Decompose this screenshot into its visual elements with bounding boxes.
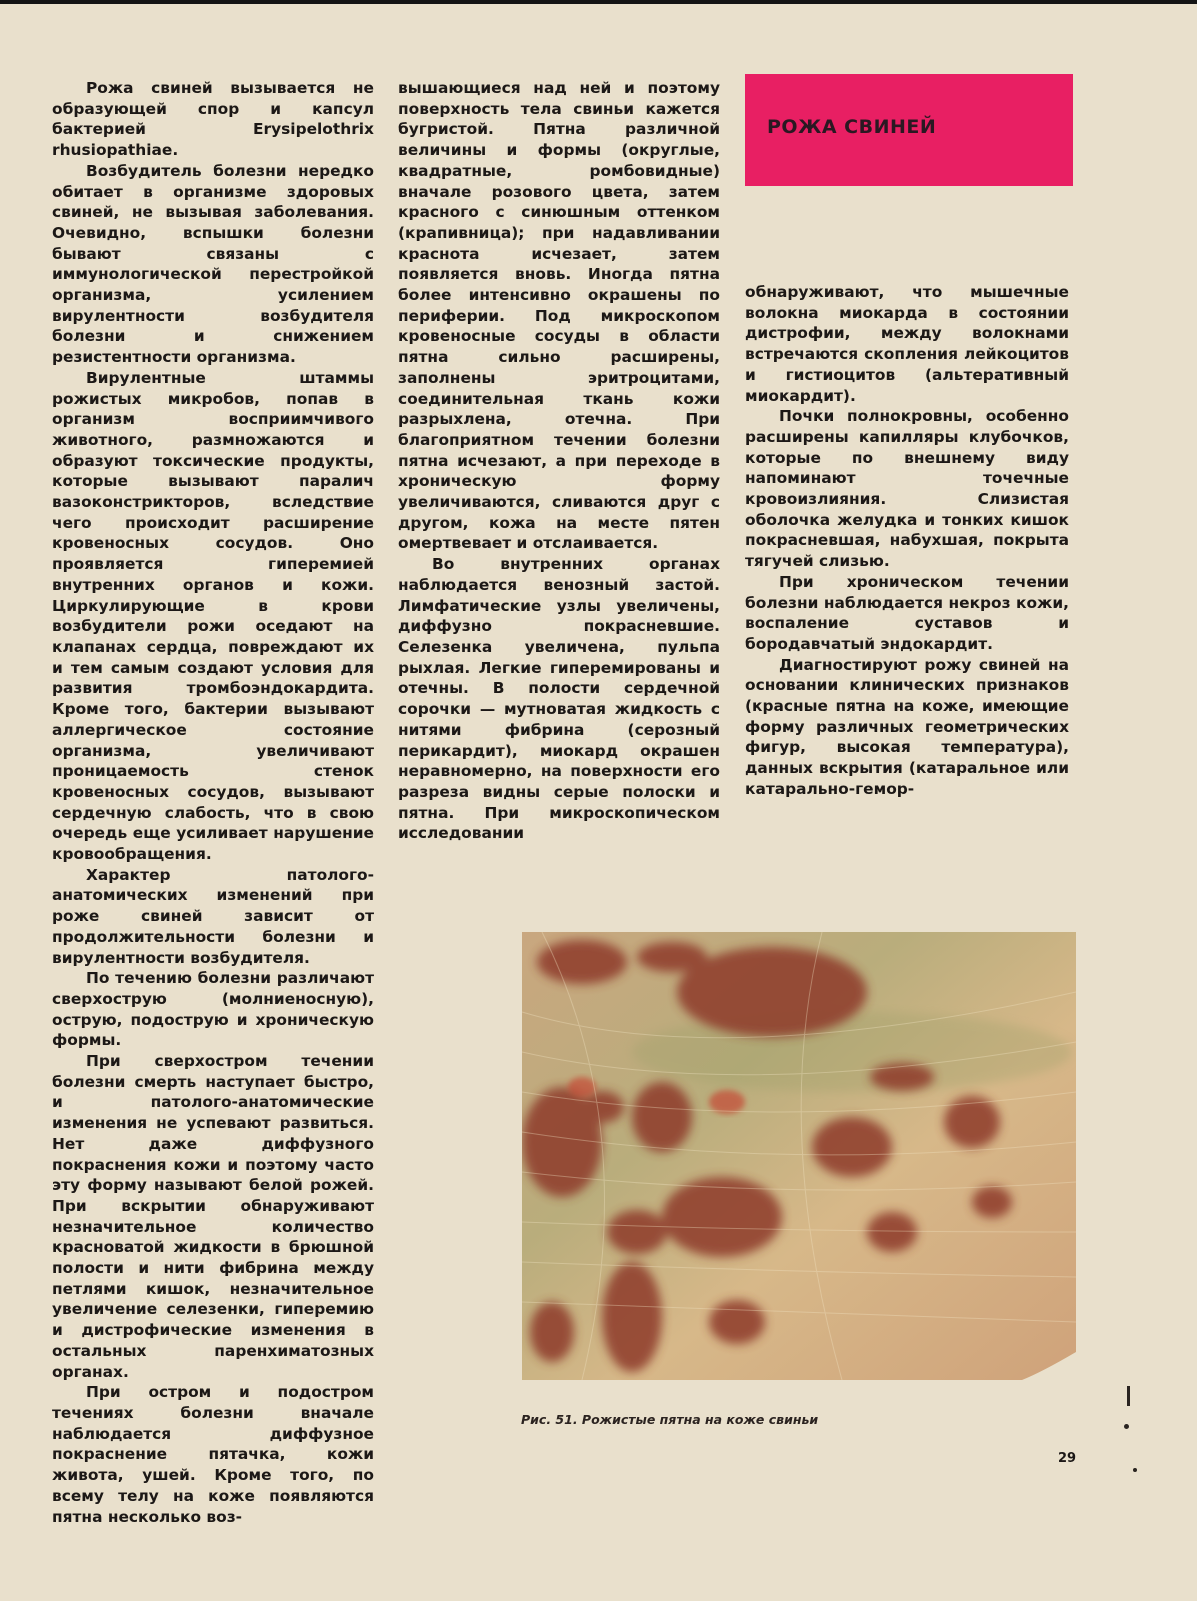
margin-speck xyxy=(1127,1386,1130,1406)
section-title-box xyxy=(745,74,1073,186)
paragraph: При сверхостром течении болезни смерть наступает быстро, и патолого-анатомические изменения не успевают развиться. Нет даже диффузного покраснения кожи и поэтому часто эту форму называют белой рожей. При вскрытии обнаруживают незначительное количество красноватой жидкости в брюшной полости и нити фибрина между петлями кишок, незначительное увеличение селезенки, гиперемию и дистрофические изменения в остальных паренхиматозных органах. xyxy=(52,1052,374,1381)
paragraph: Диагностируют рожу свиней на основании клинических признаков (красные пятна на коже, имеющие форму различных геометрических фигур, высокая температура), данных вскрытия (катаральное или катарально-гемор- xyxy=(745,655,1069,798)
paragraph: вышающиеся над ней и поэтому поверхность тела свиньи кажется бугристой. Пятна различной величины и формы (округлые, квадратные, ромбовидные) вначале розового цвета, затем красного с синюшным оттенком (крапивница); при надавливании краснота исчезает, затем появляется вновь. Иногда пятна более интенсивно окрашены по периферии. Под микроскопом кровеносные сосуды в области пятна сильно расширены, заполнены эритроцитами, соединительная ткань кожи разрыхлена, отечна. При благоприятном течении болезни пятна исчезают, а при переходе в хроническую форму увеличиваются, сливаются друг с другом, кожа на месте пятен омертвевает и отслаивается. xyxy=(398,79,720,553)
paragraph: обнаруживают, что мышечные волокна миокарда в состоянии дистрофии, между волокнами встречаются скопления лейкоцитов и гистиоцитов (альтеративный миокардит). xyxy=(745,283,1069,405)
top-edge xyxy=(0,0,1197,4)
paragraph: При хроническом течении болезни наблюдается некроз кожи, воспаление суставов и бородавчатый эндокардит. xyxy=(745,572,1069,653)
paragraph: Рожа свиней вызывается не образующей спор и капсул бактерией Erysipelothrix rhusiopathiae. xyxy=(52,79,374,160)
text-column-3 xyxy=(745,282,1069,800)
section-title: РОЖА СВИНЕЙ xyxy=(767,116,937,138)
paragraph: Во внутренних органах наблюдается венозный застой. Лимфатические узлы увеличены, диффузно покрасневшие. Селезенка увеличена, пульпа рыхлая. Легкие гиперемированы и отечны. В полости сердечной сорочки — мутноватая жидкость с нитями фибрина (серозный перикардит), миокард окрашен неравномерно, на поверхности его разреза видны серые полоски и пятна. При микроскопическом исследовании xyxy=(398,555,720,843)
paragraph: По течению болезни различают сверхострую (молниеносную), острую, подострую и хроническую формы. xyxy=(52,969,374,1050)
figure-caption: Рис. 51. Рожистые пятна на коже свиньи xyxy=(521,1412,819,1427)
page-number: 29 xyxy=(1058,1451,1077,1466)
margin-speck xyxy=(1124,1424,1129,1429)
paragraph: Почки полнокровны, особенно расширены капилляры клубочков, которые по внешнему виду напоминают точечные кровоизлияния. Слизистая оболочка желудка и тонких кишок покрасневшая, набухшая, покрыта тягучей слизью. xyxy=(745,407,1069,571)
text-column-2 xyxy=(398,78,720,844)
paragraph: Характер патолого-анатомических изменений при роже свиней зависит от продолжительности болезни и вирулентности возбудителя. xyxy=(52,865,374,967)
paragraph: Вирулентные штаммы рожистых микробов, попав в организм восприимчивого животного, размножаются и образуют токсические продукты, которые вызывают паралич вазоконстрикторов, вследствие чего происходит расширение кровеносных сосудов. Оно проявляется гиперемией внутренних органов и кожи. Циркулирующие в крови возбудители рожи оседают на клапанах сердца, повреждают их и тем самым создают условия для развития тромбоэндокардита. Кроме того, бактерии вызывают аллергическое состояние организма, увеличивают проницаемость стенок кровеносных сосудов, вызывают сердечную слабость, что в свою очередь еще усиливает нарушение кровообращения. xyxy=(52,368,374,864)
paragraph: При остром и подостром течениях болезни вначале наблюдается диффузное покраснение пятачка, кожи живота, ушей. Кроме того, по всему телу на коже появляются пятна несколько воз- xyxy=(52,1383,374,1526)
paragraph: Возбудитель болезни нередко обитает в организме здоровых свиней, не вызывая заболевания. Очевидно, вспышки болезни бывают связаны с иммунологической перестройкой организма, усилением вирулентности возбудителя болезни и снижением резистентности организма. xyxy=(52,161,374,367)
margin-speck xyxy=(1133,1468,1137,1472)
text-column-1 xyxy=(52,78,374,1527)
figure-skin-photo xyxy=(522,932,1076,1380)
